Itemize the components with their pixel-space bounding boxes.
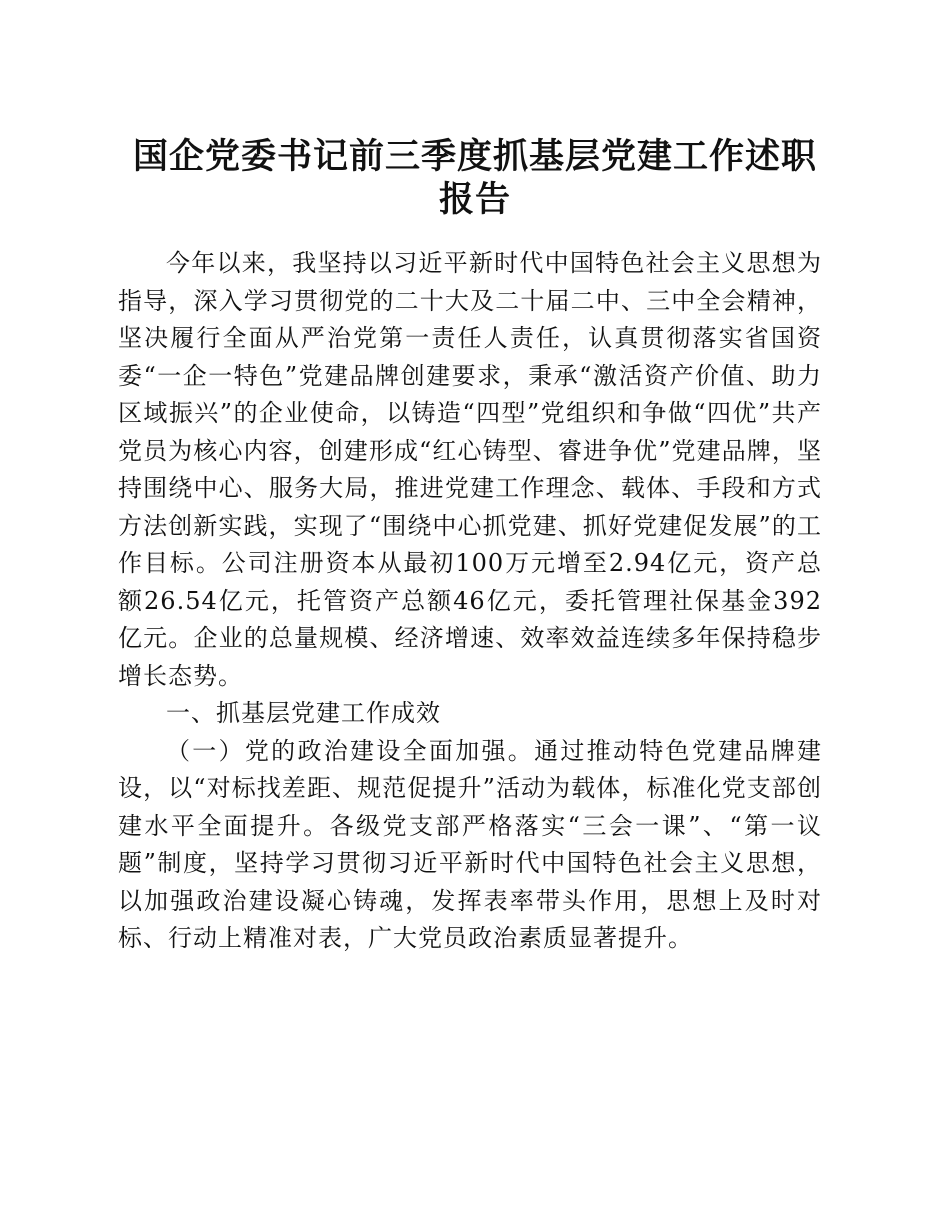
section-paragraph-political-construction: （一）党的政治建设全面加强。通过推动特色党建品牌建设，以“对标找差距、规范促提升”活动为载体，标准化党支部创建水平全面提升。各级党支部严格落实“三会一课”、“第一议题”制度，坚持学习贯彻习近平新时代中国特色社会主义思想，以加强政治建设凝心铸魂，发挥表率带头作用，思想上及时对标、行动上精准对表，广大党员政治素质显著提升。 [118,736,822,952]
intro-paragraph: 今年以来，我坚持以习近平新时代中国特色社会主义思想为指导，深入学习贯彻党的二十大及二十届二中、三中全会精神，坚决履行全面从严治党第一责任人责任，认真贯彻落实省国资委“一企一特色”党建品牌创建要求，秉承“激活资产价值、助力区域振兴”的企业使命，以铸造“四型”党组织和争做“四优”共产党员为核心内容，创建形成“红心铸型、睿进争优”党建品牌，坚持围绕中心、服务大局，推进党建工作理念、载体、手段和方式方法创新实践，实现了“围绕中心抓党建、抓好党建促发展”的工作目标。公司注册资本从最初100万元增至2.94亿元，资产总额26.54亿元，托管资产总额46亿元，委托管理社保基金392亿元。企业的总量规模、经济增速、效率效益连续多年保持稳步增长态势。 [118,249,822,690]
document-body [118,245,822,958]
document-title: 国企党委书记前三季度抓基层党建工作述职报告 [132,136,817,220]
section-heading-achievements: 一、抓基层党建工作成效 [166,699,441,727]
